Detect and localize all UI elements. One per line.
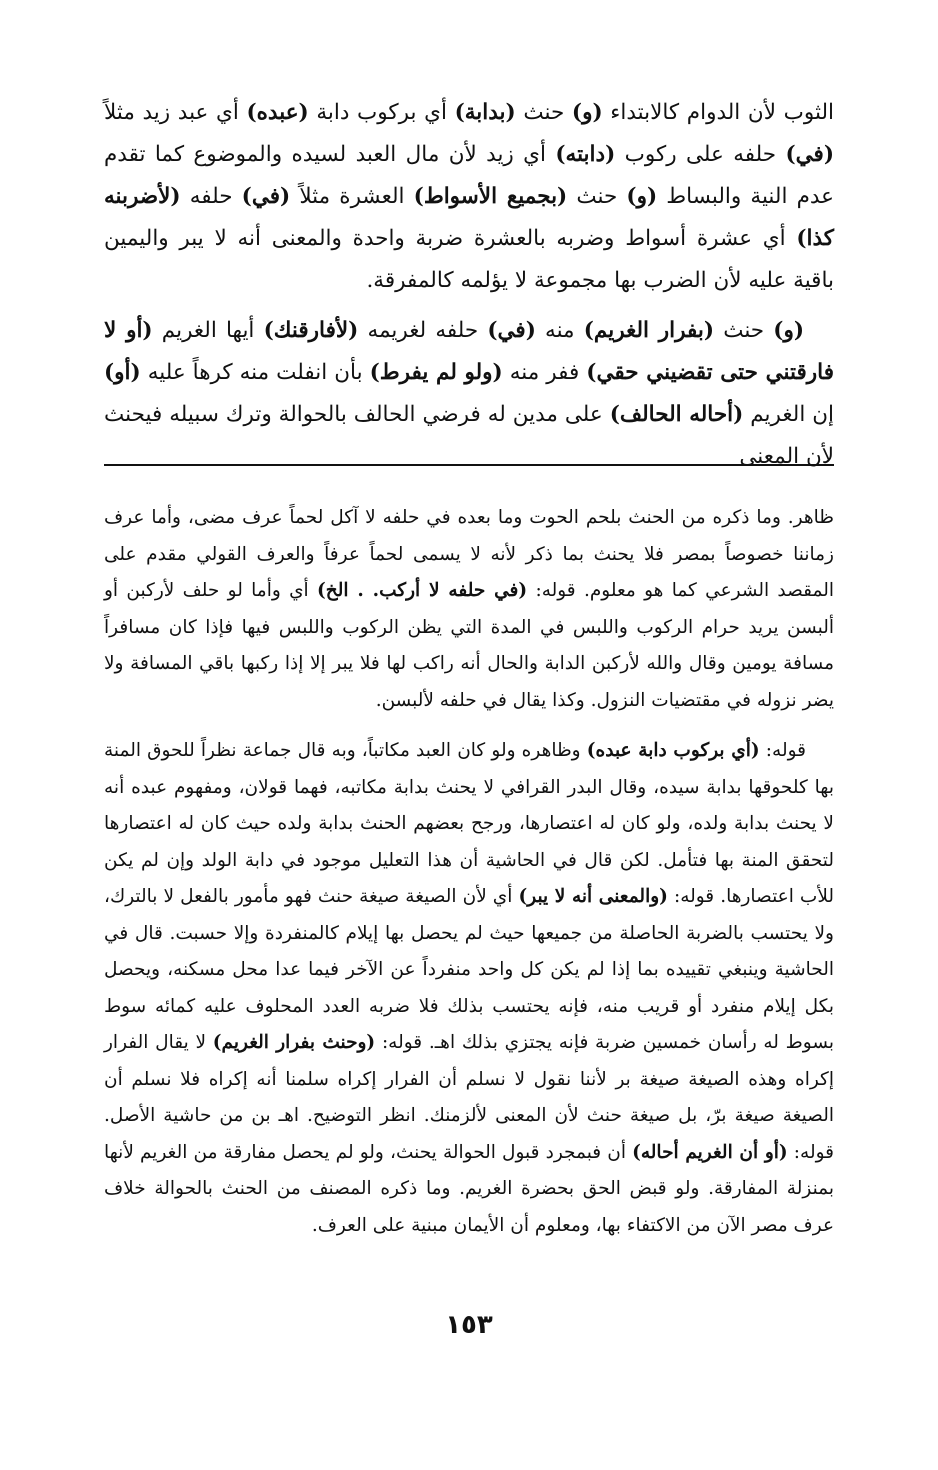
text-run: حنث	[515, 100, 572, 125]
page-number: ١٥٣	[445, 1310, 493, 1340]
main-text-block	[104, 92, 834, 478]
bold-term: (ولو لم يفرط)	[369, 360, 503, 385]
text-run: لا يقال الفرار إكراه وهذه الصيغة صيغة بر لأننا نقول لا نسلم أن الفرار إكراه سلمنا أنه إكراه فلا نسلم أن الصيغة صيغة برّ، بل صيغة حنث لأن المعنى لألزمنك. انظر التوضيح. اهـ بن من حاشية الأصل. قوله:	[104, 1032, 834, 1163]
bold-term: (أي بركوب دابة عبده)	[586, 740, 760, 761]
commentary-block	[104, 500, 834, 1244]
text-run: حلفه	[180, 184, 242, 209]
bold-term: (و)	[571, 100, 603, 125]
text-run: ففر منه	[502, 360, 587, 385]
text-run: أي بركوب دابة	[308, 100, 455, 125]
bold-term: (أو أن الغريم أحاله)	[632, 1141, 788, 1163]
bold-term: (أو لا فارقتني حتى تقضيني حقي)	[104, 318, 834, 385]
text-run: قوله:	[759, 740, 806, 761]
text-run: حنث	[714, 318, 774, 343]
text-run: إن الغريم	[743, 402, 835, 427]
text-run: حلفه على ركوب	[615, 142, 786, 167]
text-run: بأن انفلت منه كرهاً عليه	[140, 360, 370, 385]
bold-term: (لأفارقنك)	[263, 318, 359, 343]
text-run: أي لأن الصيغة صيغة حنث فهو مأمور بالفعل لا بالترك، ولا يحتسب بالضربة الحاصلة من جميعها حيث لم يحصل بها إيلام كالمنفردة وإلا حسبت. قال في الحاشية وينبغي تقييده بما إذا لم يكن كل واحد منفرداً عن الآخر فيما عدا محل مسكنه، ويحصل بكل إيلام منفرد أو قريب منه، فإنه يحتسب بذلك فلا ضربه العدد المحلوف عليه كمائه سوط بسوط له رأسان خمسين ضربة فإنه يجتزي بذلك اهـ. قوله:	[104, 886, 834, 1053]
bold-term: (بدابة)	[454, 100, 516, 125]
text-run: وظاهره ولو كان العبد مكاتباً، وبه قال جماعة نظراً للحوق المنة بها كلحوقها بدابة سيده، وقال البدر القرافي لا يحنث بدابة مكاتبه، فهما قولان، ومفهوم عبده أنه لا يحنث بدابة ولده، ولو كان له اعتصارها، ورجح بعضهم الحنث بدابة ولده حيث كان له اعتصارها لتحقق المنة بها فتأمل. لكن قال في الحاشية أن هذا التعليل موجود في دابة الولد وإن لم يكن للأب اعتصارها. قوله:	[104, 740, 835, 907]
commentary-paragraph-2	[104, 733, 834, 1244]
text-run: أيها الغريم	[152, 318, 264, 343]
bold-term: (والمعنى أنه لا يبر)	[518, 886, 668, 907]
bold-term: (أو)	[104, 360, 141, 385]
bold-term: (و)	[773, 318, 805, 343]
text-run: حنث	[567, 184, 627, 209]
text-run: أن فبمجرد قبول الحوالة يحنث، ولو لم يحصل مفارقة من الغريم لأنها بمنزلة المفارقة. ولو قبض الحق بحضرة الغريم. وما ذكره المصنف من الحنث بالحوالة خلاف عرف مصر الآن من الاكتفاء بها، ومعلوم أن الأيمان مبنية على العرف.	[104, 1141, 834, 1236]
text-run: أي عشرة أسواط وضربه بالعشرة ضربة واحدة والمعنى أنه لا يبر واليمين باقية عليه لأن الضرب بها مجموعة لا يؤلمه كالمفرقة.	[104, 226, 834, 293]
text-run: أي عبد زيد مثلاً	[104, 100, 247, 125]
text-run: أي وأما لو حلف لأركبن أو ألبسن يريد حرام الركوب واللبس في المدة التي يظن الركوب واللبس فيها فإذا كان مسافراً مسافة يومين وقال والله لأركبن الدابة والحال أنه راكب لها فلا يبر إلا إذا ركبها باقي المسافة ولا يضر نزوله في مقتضيات النزول. وكذا يقال في حلفه لألبسن.	[104, 580, 834, 711]
bold-term: (في)	[241, 184, 291, 209]
commentary-paragraph-1	[104, 500, 834, 719]
text-run: ظاهر. وما ذكره من الحنث بلحم الحوت وما بعده في حلفه لا آكل لحماً عرف مضى، وأما عرف زماننا خصوصاً بمصر فلا يحنث بما ذكر لأنه لا يسمى لحماً عرفاً والعرف القولي مقدم على المقصد الشرعي كما هو معلوم. قوله:	[104, 507, 835, 601]
bold-term: (و)	[626, 184, 658, 209]
bold-term: (لأضربنه كذا)	[104, 184, 834, 251]
bold-term: (في حلفه لا أركب. . الخ)	[317, 580, 528, 601]
bold-term: (عبده)	[246, 100, 309, 125]
text-run: أي زيد لأن مال العبد لسيده والموضوع كما تقدم عدم النية والبساط	[104, 142, 835, 209]
bold-term: (دابته)	[555, 142, 616, 167]
footnote-separator-line	[104, 464, 834, 466]
bold-term: (بجميع الأسواط)	[413, 184, 568, 209]
bold-term: (بفرار الغريم)	[583, 318, 715, 343]
text-run: الثوب لأن الدوام كالابتداء	[602, 100, 834, 125]
bold-term: (في)	[487, 318, 536, 343]
main-paragraph-2	[104, 310, 834, 478]
text-run: حلفه لغريمه	[358, 318, 488, 343]
text-run: منه	[535, 318, 584, 343]
bold-term: (وحنث بفرار الغريم)	[212, 1032, 376, 1053]
main-paragraph-1	[104, 92, 834, 302]
bold-term: (أحاله الحالف)	[609, 402, 744, 427]
text-run: العشرة مثلاً	[290, 184, 414, 209]
bold-term: (في)	[785, 142, 834, 167]
text-run: على مدين له فرضي الحالف بالحوالة وترك سبيله فيحنث لأن المعنى	[104, 402, 834, 469]
